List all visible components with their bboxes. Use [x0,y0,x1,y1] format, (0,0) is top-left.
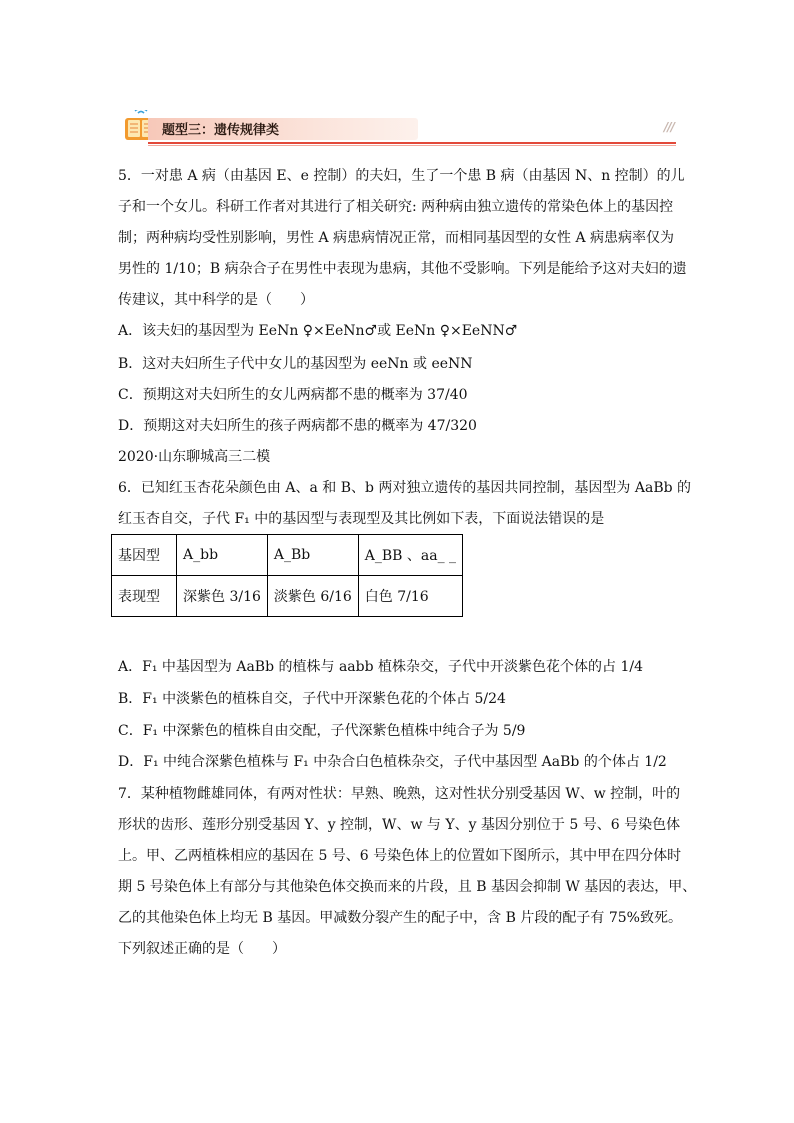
question-source: 2020·山东聊城高三二模 [118,449,271,465]
header-slash-marks: /// [663,120,674,134]
table-cell: 基因型 [112,535,177,576]
q6-stem-line-2: 红玉杏自交，子代 F₁ 中的基因型与表现型及其比例如下表，下面说法错误的是 [118,511,605,527]
section-header [122,106,676,146]
q6-option-d: D．F₁ 中纯合深紫色植株与 F₁ 中杂合白色植株杂交，子代中基因型 AaBb 的个体占 1/2 [118,754,667,770]
table-row [112,576,463,617]
q5-option-c: C．预期这对夫妇所生的女儿两病都不患的概率为 37/40 [118,387,468,403]
q5-stem-line-2: 子和一个女儿。科研工作者对其进行了相关研究: 两种病由独立遗传的常染色体上的基因控 [118,199,674,215]
q5-stem-line-1: 5．一对患 A 病（由基因 E、e 控制）的夫妇，生了一个患 B 病（由基因 N、n 控制）的儿 [118,168,685,184]
q5-option-b: B．这对夫妇所生子代中女儿的基因型为 eeNn 或 eeNN [118,356,473,372]
table-cell: 表现型 [112,576,177,617]
q5-stem-line-4: 男性的 1/10；B 病杂合子在男性中表现为患病，其他不受影响。下列是能给予这对夫妇的遗 [118,261,687,277]
q6-stem-line-1: 6．已知红玉杏花朵颜色由 A、a 和 B、b 两对独立遗传的基因共同控制，基因型为 AaBb 的 [118,480,692,496]
q7-stem-line-3: 上。甲、乙两植株相应的基因在 5 号、6 号染色体上的位置如下图所示，其中甲在四分体时 [118,848,682,864]
q7-stem-line-1: 7．某种植物雌雄同体，有两对性状：早熟、晚熟，这对性状分别受基因 W、w 控制，叶的 [118,786,681,802]
table-cell: A_bb [177,535,268,576]
q7-stem-line-2: 形状的齿形、莲形分别受基因 Y、y 控制，W、w 与 Y、y 基因分别位于 5 号、6 号染色体 [118,817,681,833]
table-cell: A_BB 、aa_ _ [358,535,462,576]
section-title: 题型三：遗传规律类 [162,123,280,138]
table-cell: 白色 7/16 [358,576,462,617]
q7-stem-line-6: 下列叙述正确的是（ ） [118,941,286,957]
table-cell: 深紫色 3/16 [177,576,268,617]
table-cell: A_Bb [267,535,358,576]
q6-option-a: A．F₁ 中基因型为 AaBb 的植株与 aabb 植株杂交，子代中开淡紫色花个体的占 1/4 [118,659,643,675]
genotype-phenotype-table [111,534,463,617]
q5-option-d: D．预期这对夫妇所生的孩子两病都不患的概率为 47/320 [118,418,477,434]
q7-stem-line-5: 乙的其他染色体上均无 B 基因。甲减数分裂产生的配子中，含 B 片段的配子有 75%致死。 [118,910,682,926]
q5-stem-line-5: 传建议，其中科学的是（ ） [118,292,314,308]
table-row [112,535,463,576]
q5-stem-line-3: 制；两种病均受性别影响，男性 A 病患病情况正常，而相同基因型的女性 A 病患病率仅为 [118,230,675,246]
q7-stem-line-4: 期 5 号染色体上有部分与其他染色体交换而来的片段，且 B 基因会抑制 W 基因的表达，甲、 [118,879,697,895]
q6-option-b: B．F₁ 中淡紫色的植株自交，子代中开深紫色花的个体占 5/24 [118,691,506,707]
q6-option-c: C．F₁ 中深紫色的植株自由交配，子代深紫色植株中纯合子为 5/9 [118,723,526,739]
header-rule [148,142,676,144]
q5-option-a: A．该夫妇的基因型为 EeNn ♀×EeNn♂或 EeNn ♀×EeNN♂ [118,323,518,339]
table-cell: 淡紫色 6/16 [267,576,358,617]
header-rule-thin [148,145,676,146]
